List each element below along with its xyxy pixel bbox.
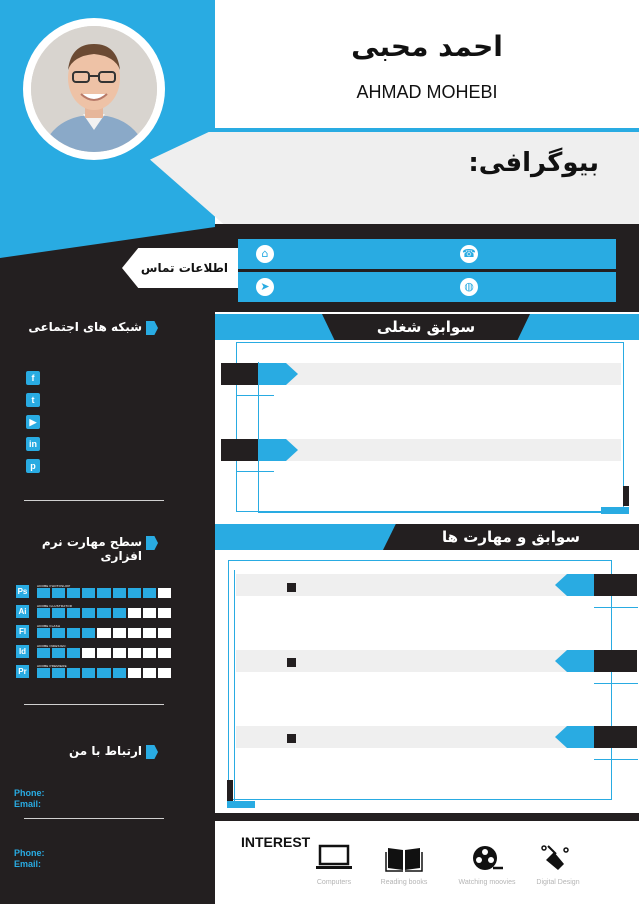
globe-icon: ◍ bbox=[460, 278, 478, 296]
work-line-h bbox=[258, 512, 624, 513]
skill-level-cell bbox=[158, 608, 171, 618]
skill-level-cell bbox=[67, 648, 80, 658]
book-icon bbox=[384, 844, 424, 872]
skills-history-title: سوابق و مهارت ها bbox=[441, 528, 580, 546]
skill-level-cell bbox=[143, 668, 156, 678]
pinterest-icon[interactable]: p bbox=[26, 459, 40, 473]
skill-level-cell bbox=[82, 648, 95, 658]
software-title: سطح مهارت نرم افزاری bbox=[41, 535, 142, 563]
skill-level-cell bbox=[158, 588, 171, 598]
home-icon: ⌂ bbox=[256, 245, 274, 263]
skill-level-cell bbox=[37, 588, 50, 598]
skill-level-cell bbox=[97, 588, 110, 598]
skill-level-cell bbox=[113, 628, 126, 638]
skill-level-cell bbox=[158, 648, 171, 658]
skill-level-cell bbox=[143, 628, 156, 638]
work-tab-1 bbox=[221, 363, 259, 385]
skill-badge-ps: Ps bbox=[17, 587, 28, 596]
avatar bbox=[31, 26, 157, 152]
skill-level-cell bbox=[67, 608, 80, 618]
contact-tag-label: اطلاعات تماس bbox=[140, 261, 228, 275]
profile-photo bbox=[31, 26, 157, 152]
contact-block-1 bbox=[14, 788, 45, 810]
skill-level-cell bbox=[52, 628, 65, 638]
skill-level-cell bbox=[67, 668, 80, 678]
skill-tab-1 bbox=[594, 574, 637, 596]
skill-level-cell bbox=[97, 608, 110, 618]
pen-tool-icon bbox=[536, 844, 576, 872]
send-icon: ➤ bbox=[256, 278, 274, 296]
skills-corner-dark bbox=[227, 780, 233, 802]
header-divider bbox=[215, 128, 639, 132]
skill-level-cell bbox=[82, 668, 95, 678]
skill-level-bar bbox=[37, 648, 171, 658]
skill-level-cell bbox=[52, 608, 65, 618]
interest-title: INTEREST bbox=[241, 834, 311, 850]
sidebar-divider-1 bbox=[24, 500, 164, 501]
sidebar-divider-2 bbox=[24, 704, 164, 705]
skill-badge-pr: Pr bbox=[16, 665, 29, 678]
work-tab-2 bbox=[221, 439, 259, 461]
skill-level-cell bbox=[128, 588, 141, 598]
contact-block-2 bbox=[14, 848, 45, 870]
skill-level-cell bbox=[128, 628, 141, 638]
skill-label: ADOBE INDESIGN bbox=[37, 644, 66, 648]
skill-level-cell bbox=[52, 588, 65, 598]
skill-level-cell bbox=[82, 628, 95, 638]
email-label: Email: bbox=[14, 859, 42, 869]
skill-badge-fl: Fl bbox=[16, 625, 29, 638]
skill-badge-id: Id bbox=[16, 645, 29, 658]
skill-label: ADOBE ILLUSTRATOR bbox=[37, 604, 73, 608]
computer-icon bbox=[314, 844, 354, 872]
work-tick-1 bbox=[236, 395, 274, 396]
phone-label: Phone: bbox=[14, 848, 45, 858]
skill-level-cell bbox=[52, 668, 65, 678]
skill-level-cell bbox=[113, 648, 126, 658]
sidebar-divider-3 bbox=[24, 818, 164, 819]
skill-level-cell bbox=[143, 648, 156, 658]
skill-bullet-2 bbox=[287, 658, 296, 667]
skill-level-cell bbox=[113, 608, 126, 618]
contact-row-1 bbox=[238, 239, 616, 269]
contact-row-2 bbox=[238, 272, 616, 302]
skill-level-cell bbox=[37, 628, 50, 638]
skill-level-cell bbox=[82, 588, 95, 598]
skill-level-cell bbox=[97, 628, 110, 638]
skill-tick-2 bbox=[594, 683, 638, 684]
connect-title: ارتباط با من bbox=[69, 744, 142, 758]
name-english: AHMAD MOHEBI bbox=[356, 82, 498, 102]
name-persian: احمد محبی bbox=[351, 30, 503, 63]
skill-level-cell bbox=[158, 628, 171, 638]
skill-level-cell bbox=[67, 628, 80, 638]
skill-level-cell bbox=[97, 648, 110, 658]
film-reel-icon bbox=[467, 844, 507, 872]
interest-label-design: Digital Design bbox=[536, 879, 580, 886]
skill-level-cell bbox=[97, 668, 110, 678]
work-tick-2 bbox=[236, 471, 274, 472]
skill-level-cell bbox=[67, 588, 80, 598]
bio-band bbox=[150, 132, 639, 224]
skill-level-cell bbox=[52, 648, 65, 658]
skills-corner-blue bbox=[227, 801, 255, 808]
skill-bullet-1 bbox=[287, 583, 296, 592]
interest-label-reading: Reading books bbox=[380, 879, 428, 886]
work-corner-blue bbox=[601, 507, 629, 514]
skill-level-cell bbox=[82, 608, 95, 618]
skill-level-cell bbox=[113, 588, 126, 598]
bio-title: بیوگرافی: bbox=[468, 148, 599, 178]
skill-level-cell bbox=[37, 648, 50, 658]
skill-level-cell bbox=[37, 668, 50, 678]
skill-label: ADOBE PHOTOSHOP bbox=[37, 584, 71, 588]
interest-top-strip bbox=[215, 813, 639, 821]
skills-line-v bbox=[234, 570, 235, 802]
work-history-title: سوابق شغلی bbox=[376, 318, 476, 336]
skills-frame bbox=[228, 560, 612, 800]
facebook-icon[interactable]: f bbox=[26, 371, 40, 385]
linkedin-icon[interactable]: in bbox=[26, 437, 40, 451]
skill-level-bar bbox=[37, 668, 171, 678]
skill-level-cell bbox=[128, 608, 141, 618]
phone-label: Phone: bbox=[14, 788, 45, 798]
skill-level-bar bbox=[37, 608, 171, 618]
skill-label: ADOBE FLASH bbox=[37, 624, 61, 628]
name-header bbox=[215, 0, 639, 130]
skill-badge-ai: Ai bbox=[16, 605, 29, 618]
social-title: شبکه های اجتماعی bbox=[28, 320, 142, 334]
skill-level-cell bbox=[128, 648, 141, 658]
interest-label-computers: Computers bbox=[316, 879, 352, 886]
skill-level-bar bbox=[37, 588, 171, 598]
skill-level-cell bbox=[143, 588, 156, 598]
skill-tab-3 bbox=[594, 726, 637, 748]
skill-label: ADOBE PREMIERE bbox=[37, 664, 67, 668]
skill-level-cell bbox=[113, 668, 126, 678]
skill-level-cell bbox=[143, 608, 156, 618]
phone-icon: ☎ bbox=[460, 245, 478, 263]
skill-tick-1 bbox=[594, 607, 638, 608]
work-corner-dark bbox=[623, 486, 629, 506]
youtube-icon[interactable]: ▶ bbox=[26, 415, 40, 429]
interest-label-movies: Watching moovies bbox=[458, 879, 516, 886]
skill-level-bar bbox=[37, 628, 171, 638]
twitter-icon[interactable]: t bbox=[26, 393, 40, 407]
skill-tick-3 bbox=[594, 759, 638, 760]
skill-tab-2 bbox=[594, 650, 637, 672]
skill-level-cell bbox=[158, 668, 171, 678]
skill-level-cell bbox=[128, 668, 141, 678]
skill-bullet-3 bbox=[287, 734, 296, 743]
skill-level-cell bbox=[37, 608, 50, 618]
email-label: Email: bbox=[14, 799, 42, 809]
